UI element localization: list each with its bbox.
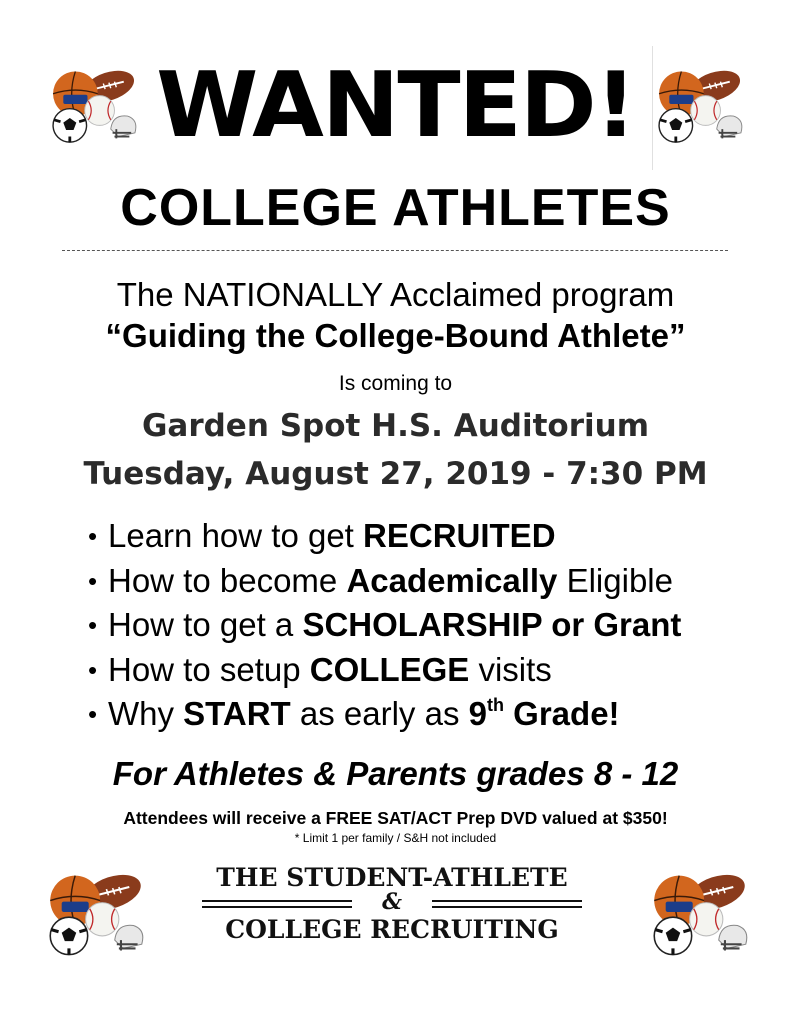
bullet-icon: • [88, 521, 98, 551]
list-item [88, 648, 681, 693]
bullet-icon: • [88, 610, 98, 640]
sports-balls-icon [648, 862, 752, 962]
offer-line: Attendees will receive a FREE SAT/ACT Prep DVD valued at $350! [123, 808, 668, 828]
logo-rule [432, 906, 582, 908]
coming-to-text: Is coming to [338, 372, 453, 395]
list-item [88, 559, 681, 604]
benefits-list [88, 514, 681, 737]
dashed-divider [62, 250, 728, 251]
bullet-emphasis: Grade! [504, 695, 620, 732]
bullet-emphasis: RECRUITED [363, 517, 556, 554]
bullet-emphasis: START [183, 695, 291, 732]
organization-logo [196, 862, 588, 948]
bullet-emphasis: COLLEGE [309, 650, 470, 688]
subheadline: COLLEGE ATHLETES [120, 179, 671, 237]
headline: WANTED! [156, 53, 635, 158]
bullet-text: Learn how to get [108, 517, 364, 554]
program-name: “Guiding the College-Bound Athlete” [105, 317, 686, 354]
venue: Garden Spot H.S. Auditorium [141, 408, 650, 444]
offer-disclaimer: * Limit 1 per family / S&H not included [294, 831, 497, 845]
list-item [88, 692, 681, 737]
logo-ampersand: & [382, 889, 402, 915]
logo-line-1: THE STUDENT-ATHLETE [216, 863, 568, 892]
logo-rule [432, 900, 582, 902]
sports-balls-clipart-bottom-right [648, 862, 752, 962]
bullet-text: Eligible [557, 561, 673, 599]
bullet-text: visits [469, 650, 552, 688]
bullet-text: as early as [290, 695, 469, 732]
logo-line-2: COLLEGE RECRUITING [225, 915, 559, 944]
bullet-text: How to get a [108, 606, 303, 643]
bullet-emphasis: Academically [346, 561, 558, 599]
bullet-icon: • [88, 699, 98, 729]
bullet-icon: • [88, 654, 98, 685]
bullet-icon: • [88, 565, 98, 596]
program-intro: The NATIONALLY Acclaimed program [116, 276, 675, 313]
sports-balls-icon [44, 862, 148, 962]
bullet-text: Why [108, 695, 184, 732]
list-item [88, 514, 681, 559]
bullet-text: How to become [108, 561, 347, 599]
event-datetime: Tuesday, August 27, 2019 - 7:30 PM [83, 456, 708, 492]
grade-number: 9 [468, 695, 487, 732]
bullet-text: How to setup [108, 650, 310, 688]
audience-line: For Athletes & Parents grades 8 - 12 [112, 755, 679, 792]
bullet-emphasis: SCHOLARSHIP or Grant [302, 606, 682, 643]
sports-balls-clipart-bottom-left [44, 862, 148, 962]
list-item [88, 603, 681, 648]
ordinal-suffix: th [487, 695, 504, 715]
